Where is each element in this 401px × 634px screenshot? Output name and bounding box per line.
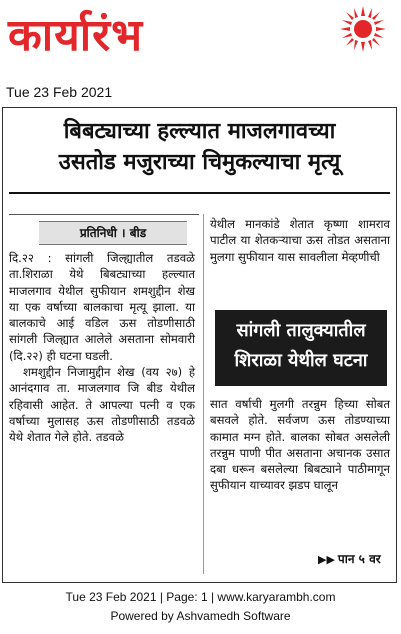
news-clipping [2,107,397,583]
footer-line-2: Powered by Ashvamedh Software [110,609,291,623]
column-1 [9,250,195,446]
headline-line-1: बिबट्याच्या हल्ल्यात माजलगावच्या [63,119,336,144]
footer-line-1: Tue 23 Feb 2021 | Page: 1 | www.karyarambh.com [65,590,336,604]
byline: प्रतिनिधी । बीड [39,221,187,245]
subheading-box [215,310,387,386]
footer [0,588,401,626]
continued-link[interactable] [318,550,381,567]
headline-rule [9,192,390,194]
continued-label: पान ५ वर [337,552,381,566]
column-2-bottom [210,396,390,494]
column-2-paragraph-1: येथील मानकांडे शेतात कृष्णा शामराव पाटील या शेतकऱ्याचा ऊस तोडत असताना मुलगा सुफीयान यास सावलीला मेव्हणीची [210,217,390,264]
subheading-line-2: शिराळा येथील घटना [234,350,368,371]
byline-rule [9,214,199,215]
column-divider [203,214,204,574]
double-arrow-icon: ▶▶ [318,553,335,566]
headline [9,116,390,178]
issue-date: Tue 23 Feb 2021 [6,84,113,100]
column-2-top [210,216,390,265]
column-1-paragraph-1: दि.२२ : सांगली जिल्ह्यातील तडवळे ता.शिराळा येथे बिबट्याच्या हल्ल्यात माजलगाव येथील सुफीयान शमशुद्दीन शेख या एक वर्षाच्या बालकाचा मृत्यू झाला. या बालकाचे आई वडिल ऊस तोडणीसाठी सांगली जिल्ह्यात आलेले असताना सोमवारी (दि.२२) ही घटना घडली. [9,251,195,363]
subheading-line-1: सांगली तालुक्यातील [236,320,366,341]
masthead [0,0,401,108]
logo: कार्यारंभ [8,10,144,61]
headline-line-2: उसतोड मजुराच्या चिमुकल्याचा मृत्यू [58,150,341,175]
sun-logo-icon [340,6,386,52]
column-2-paragraph-2: सात वर्षाची मुलगी तरन्नुम हिच्या सोबत बसवले होते. सर्वजण ऊस तोडण्याच्या कामात मग्न होते. बालका सोबत असलेली तरन्नुम पाणी पीत असताना अचानक उसात दबा धरून बसलेल्या बिबट्याने पाठीमागून सुफीयान याच्यावर झडप घालून [210,397,390,493]
column-1-paragraph-2: शमशुद्दीन निजामुद्दीन शेख (वय २७) हे आनंदगाव ता. माजलगाव जि बीड येथील रहिवासी आहेत. ते आपल्या पत्नी व एक वर्षाच्या मुलासह ऊस तोडणीसाठी तडवळे येथे शेतात गेले होते. तडवळे [9,365,195,445]
